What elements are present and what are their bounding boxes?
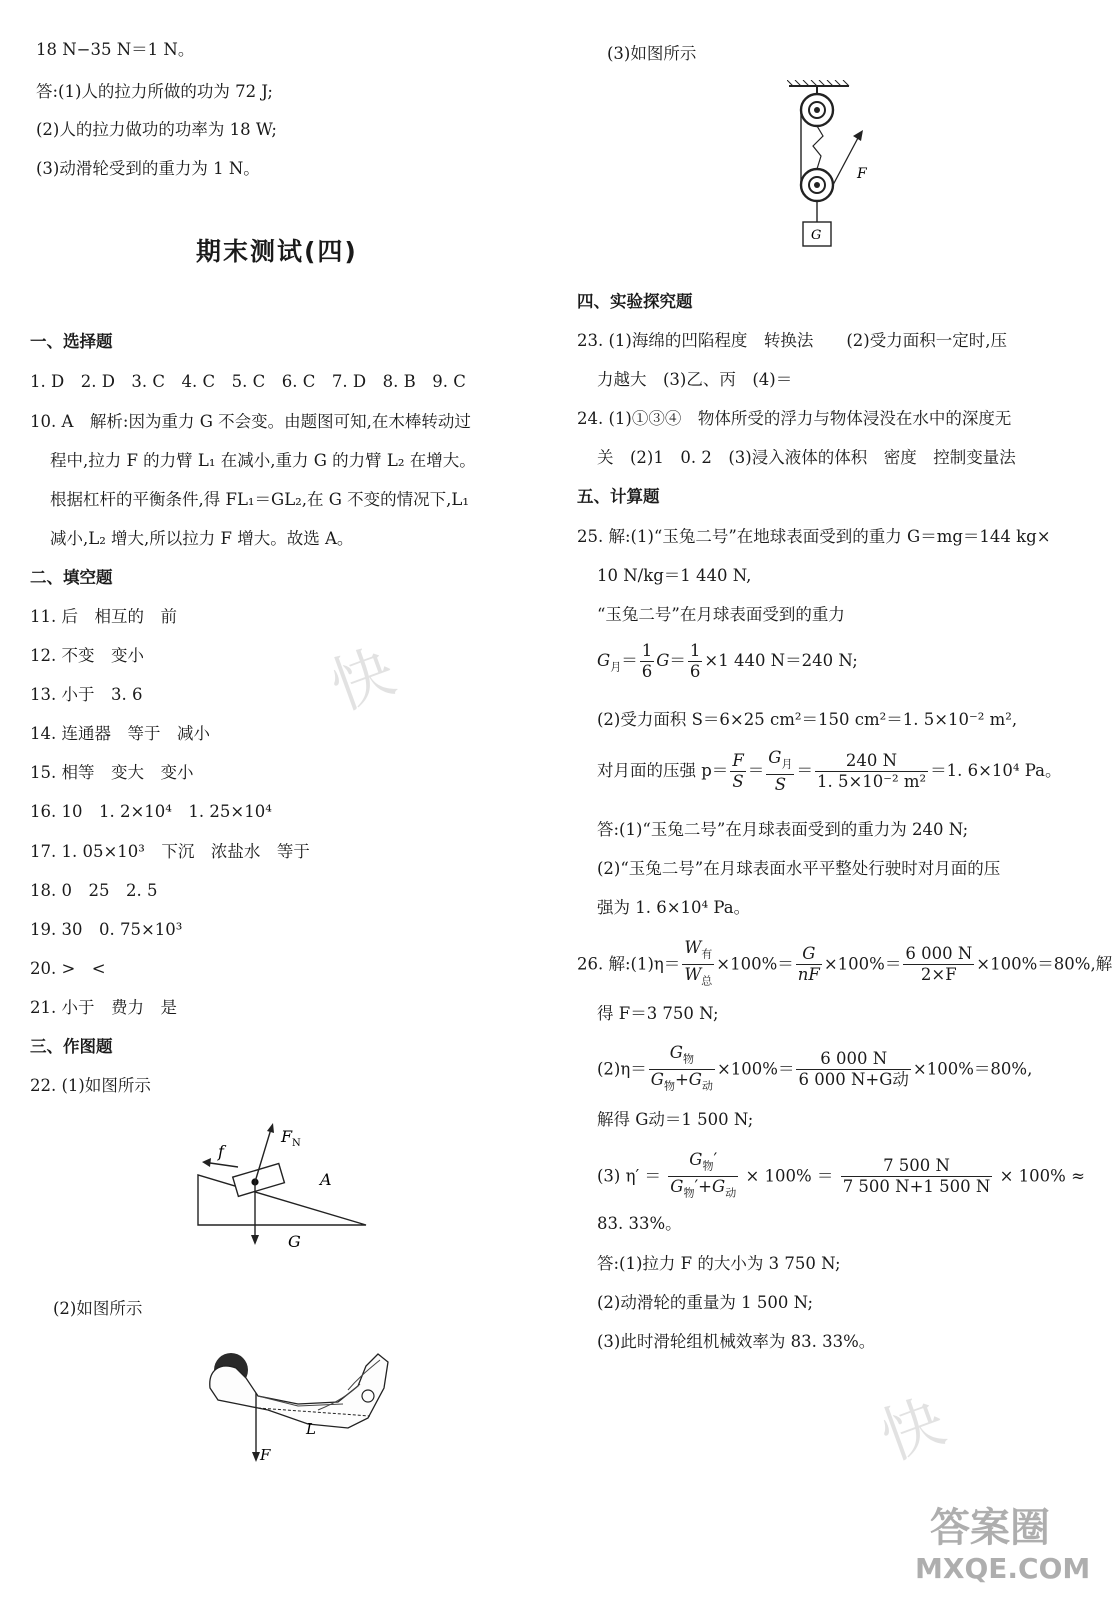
watermark: 快 <box>871 1384 955 1475</box>
q19: 19. 30 0. 75×10³ <box>30 920 183 939</box>
q10-line: 10. A 解析:因为重力 G 不会变。由题图可知,在木棒转动过 <box>30 412 471 431</box>
q21: 21. 小于 费力 是 <box>30 998 177 1017</box>
q24-line: 关 (2)1 0. 2 (3)浸入液体的体积 密度 控制变量法 <box>597 448 1016 467</box>
q25-pressure-formula: 对月面的压强 p＝ $\frac{F}{S}$ ＝ $\frac{G_月}{S}$ ＝ $\frac{240 N}{\text{1. 5×10⁻² m²}}$ ＝1. 6×10⁴ Pa。 <box>597 748 1062 795</box>
section-heading-choice: 一、选择题 <box>30 332 113 351</box>
q22-part2: (2)如图所示 <box>53 1299 143 1318</box>
q20: 20. > < <box>30 959 106 978</box>
section-title: 期末测试(四) <box>196 237 358 266</box>
normal-force-subscript: N <box>292 1138 301 1149</box>
gravity-label: G <box>288 1232 301 1251</box>
mc-answers: 1. D 2. D 3. C 4. C 5. C 6. C 7. D 8. B 9. C <box>30 372 466 391</box>
section-heading-experiment: 四、实验探究题 <box>577 292 693 311</box>
q26-line: 答:(1)拉力 F 的大小为 3 750 N; <box>597 1254 841 1273</box>
q10-line: 程中,拉力 F 的力臂 L₁ 在减小,重力 G 的力臂 L₂ 在增大。 <box>50 451 476 470</box>
q11: 11. 后 相互的 前 <box>30 607 177 626</box>
q26-line: (3)此时滑轮组机械效率为 83. 33%。 <box>597 1332 876 1351</box>
q14: 14. 连通器 等于 减小 <box>30 724 210 743</box>
q26-line: 得 F＝3 750 N; <box>597 1004 719 1023</box>
q23-line: 23. (1)海绵的凹陷程度 转换法 (2)受力面积一定时,压 <box>577 331 1007 350</box>
q12: 12. 不变 变小 <box>30 646 144 665</box>
arm-lever-diagram <box>198 1348 398 1468</box>
q26-line: (2)动滑轮的重量为 1 500 N; <box>597 1293 814 1312</box>
fig3-caption: (3)如图所示 <box>607 44 697 63</box>
answer-line: 答:(1)人的拉力所做的功为 72 J; <box>36 82 273 101</box>
answer-line: (2)人的拉力做功的功率为 18 W; <box>36 120 277 139</box>
lever-arm-label: L <box>306 1420 316 1438</box>
q13: 13. 小于 3. 6 <box>30 685 143 704</box>
q25-line: (2)受力面积 S＝6×25 cm²＝150 cm²＝1. 5×10⁻² m², <box>597 710 1018 729</box>
weight-label: G <box>811 228 822 243</box>
q18: 18. 0 25 2. 5 <box>30 881 158 900</box>
normal-force-label: F <box>281 1127 293 1146</box>
answer-line: 18 N−35 N＝1 N。 <box>36 40 195 59</box>
q25-line: 强为 1. 6×10⁴ Pa。 <box>597 898 751 917</box>
pulley-system-diagram <box>787 80 887 255</box>
q25-line: “玉兔二号”在月球表面受到的重力 <box>597 605 845 624</box>
q15: 15. 相等 变大 变小 <box>30 763 194 782</box>
answer-line: (3)动滑轮受到的重力为 1 N。 <box>36 159 260 178</box>
section-heading-drawing: 三、作图题 <box>30 1037 113 1056</box>
q26-efficiency-formula-2: (2)η＝ $\frac{G_物}{G_物+G_动}$ ×100%＝ $\frac{6 000 N}{\text{6 000 N+G动}}$ ×100%＝80%, <box>597 1043 1033 1093</box>
q25-line: (2)“玉兔二号”在月球表面水平平整处行驶时对月面的压 <box>597 859 1001 878</box>
q17: 17. 1. 05×10³ 下沉 浓盐水 等于 <box>30 842 310 861</box>
section-heading-fill: 二、填空题 <box>30 568 113 587</box>
q25-line: 25. 解:(1)“玉兔二号”在地球表面受到的重力 G＝mg＝144 kg× <box>577 527 1051 546</box>
q26-efficiency-formula-3: (3) η′ ＝ $\frac{G_物'}{G_物'+G_动}$ × 100% ＝ $\frac{7 500 N}{7 500 N+1 500 N}$ × 100% ≈ <box>597 1150 1085 1200</box>
q10-line: 根据杠杆的平衡条件,得 FL₁＝GL₂,在 G 不变的情况下,L₁ <box>50 490 469 509</box>
q26-line: 解得 G动＝1 500 N; <box>597 1110 754 1129</box>
q25-moon-gravity-formula: $G_月=$ $\frac{1}{6}$ G＝ $\frac{1}{6}$ ×1 440 N＝240 N; <box>597 641 858 681</box>
force-label: F <box>260 1446 271 1464</box>
q26-efficiency-formula: 26. 解:(1)η＝ $\frac{W_有}{W_总}$ ×100%＝ $\frac{G}{nF}$ ×100%＝ $\frac{6 000 N}{2\times F}$ ×100%＝80%,解 <box>577 938 1113 988</box>
watermark-logo: 答案圈 <box>930 1505 1050 1551</box>
q10-line: 减小,L₂ 增大,所以拉力 F 增大。故选 A。 <box>50 529 354 548</box>
watermark-url: MXQE.COM <box>915 1552 1091 1585</box>
q25-line: 10 N/kg＝1 440 N, <box>597 566 752 585</box>
q16: 16. 10 1. 2×10⁴ 1. 25×10⁴ <box>30 802 272 821</box>
section-heading-calc: 五、计算题 <box>577 487 660 506</box>
pull-force-label: F <box>857 166 867 182</box>
incline-force-diagram <box>188 1115 408 1255</box>
q26-line: 83. 33%。 <box>597 1214 682 1233</box>
block-label: A <box>320 1170 332 1189</box>
q24-line: 24. (1)①③④ 物体所受的浮力与物体浸没在水中的深度无 <box>577 409 1012 428</box>
q25-line: 答:(1)“玉兔二号”在月球表面受到的重力为 240 N; <box>597 820 969 839</box>
q22-part1: 22. (1)如图所示 <box>30 1076 151 1095</box>
watermark: 快 <box>321 634 405 725</box>
friction-label: f <box>218 1142 224 1161</box>
q23-line: 力越大 (3)乙、丙 (4)＝ <box>597 370 793 389</box>
